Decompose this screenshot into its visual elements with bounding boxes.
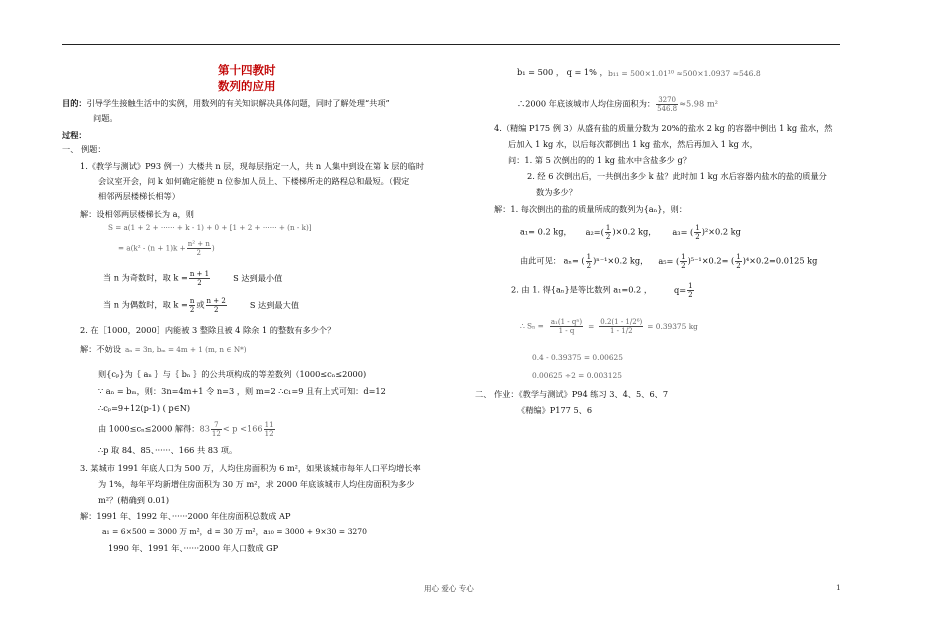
ex4-a1: a₁= 0.2 kg， bbox=[520, 226, 572, 237]
lesson-number: 第十四教时 bbox=[218, 63, 276, 77]
ex4-a2-frac bbox=[605, 224, 611, 241]
homework-line2: 《精编》P177 5、6 bbox=[517, 405, 593, 415]
ex2-line3: 则{cₚ}为｛ aₙ ｝与｛ bₙ ｝的公共项构成的等差数列（1000≤cₙ≤2000) bbox=[98, 369, 367, 379]
ex4-an-tail: )ⁿ⁻¹×0.2 kg， bbox=[593, 255, 649, 266]
frac-num: 1 bbox=[688, 282, 693, 290]
ex1-formula2-frac bbox=[187, 240, 211, 257]
frac-num: 0.2(1 - 1/2⁶) bbox=[600, 318, 643, 326]
even-case-frac2 bbox=[206, 297, 227, 314]
odd-case-frac bbox=[189, 270, 210, 287]
ex2-bound-high: < p <166 bbox=[222, 423, 263, 434]
ex2-line1: 2. 在［1000，2000］内能被 3 整除且被 4 除余 1 的整数有多少个？ bbox=[80, 325, 336, 335]
ex2-line7: ∴p 取 84、85、······、166 共 83 项。 bbox=[98, 445, 238, 455]
goal-text: 引导学生接触生活中的实例，用数列的有关知识解决具体问题，同时了解处理“共项” bbox=[86, 98, 390, 108]
footer-motto: 用心 爱心 专心 bbox=[424, 584, 474, 593]
ex4-a5-tail: )⁴×0.2=0.0125 kg bbox=[742, 255, 818, 266]
frac-den: 2 bbox=[213, 306, 219, 314]
frac-den: 12 bbox=[211, 430, 221, 438]
frac-num: 1 bbox=[736, 253, 741, 261]
ex4-a3-frac bbox=[694, 224, 700, 241]
ex4-a5-frac2 bbox=[735, 253, 741, 270]
ex2-line5: ∴cₚ=9+12(p-1) ( p∈N) bbox=[98, 403, 191, 413]
ex3-line5: a₁ = 6×500 = 3000 万 m²，d = 30 万 m²，a₁₀ = 3000 + 9×30 = 3270 bbox=[102, 527, 367, 536]
frac-den: 2 bbox=[197, 279, 202, 287]
ex4-sum-formula bbox=[520, 318, 698, 335]
ex1-line1: 1.《教学与测试》P93 例一）大楼共 n 层，现每层指定一人，共 n 人集中到设在第 k 层的临时 bbox=[80, 161, 425, 171]
header-rule bbox=[62, 44, 840, 45]
frac-den: 2 bbox=[736, 262, 741, 270]
ex4-an-frac bbox=[586, 253, 592, 270]
ex2-frac-low bbox=[211, 421, 222, 438]
frac-den: 2 bbox=[189, 306, 195, 314]
ex1-line2: 会议室开会，问 k 如何确定能使 n 位参加人员上、下楼梯所走的路程总和最短。（假定 bbox=[98, 176, 410, 186]
frac-num: 11 bbox=[264, 421, 274, 429]
ex4-q-frac bbox=[687, 282, 693, 299]
frac-num: 1 bbox=[681, 253, 686, 261]
ex4-part2 bbox=[511, 282, 695, 299]
frac-num: 1 bbox=[605, 224, 611, 232]
ex4-a3: a₃= ( bbox=[672, 226, 694, 237]
process-label: 过程： bbox=[62, 130, 87, 140]
section-examples: 一、 例题： bbox=[62, 144, 106, 154]
goal-text-cont: 问题。 bbox=[93, 113, 118, 123]
ex3-line3: m²？(精确到 0.01) bbox=[98, 495, 170, 505]
frac-den: 2 bbox=[196, 249, 201, 257]
frac-num: n + 2 bbox=[206, 297, 226, 305]
r-line2-result: ≈5.98 m² bbox=[679, 98, 718, 109]
ex4-sn-result: = 0.39375 kg bbox=[647, 321, 698, 331]
frac-num: 1 bbox=[586, 253, 592, 261]
frac-den: 2 bbox=[681, 262, 686, 270]
ex4-a5-mid: )⁵⁻¹×0.2= ( bbox=[687, 255, 735, 266]
ex4-line4: 2. 经 6 次倒出后，一共倒出多少 k 盐？此时加 1 kg 水后容器内盐水的盐的质量分 bbox=[527, 171, 827, 181]
ex2-let-formula: aₙ = 3n, bₘ = 4m + 1 (m, n ∈ N*) bbox=[124, 345, 247, 354]
frac-num: n² + n bbox=[187, 240, 210, 248]
lesson-title: 数列的应用 bbox=[218, 79, 276, 93]
ex2-line2 bbox=[80, 343, 247, 356]
frac-num: n bbox=[189, 297, 195, 305]
even-case-or: 或 bbox=[196, 299, 205, 310]
ex4-sn-eq: = bbox=[588, 321, 595, 331]
goal-line bbox=[62, 97, 390, 109]
goal-label: 目的： bbox=[62, 98, 87, 108]
ex3-line4: 解：1991 年、1992 年、······2000 年住房面积总数成 AP bbox=[80, 511, 291, 521]
page-number: 1 bbox=[836, 583, 841, 592]
even-case-text: 当 n 为偶数时，取 k = bbox=[103, 299, 188, 310]
ex2-let: 解：不妨设 bbox=[80, 344, 121, 354]
ex4-a-values bbox=[520, 224, 741, 241]
homework-line: 二、 作业：《教学与测试》P94 练习 3、4、5、6、7 bbox=[475, 389, 669, 399]
frac-num: a₁(1 - qⁿ) bbox=[550, 318, 583, 326]
ex2-line6 bbox=[98, 421, 276, 438]
ex4-a5-frac1 bbox=[680, 253, 686, 270]
ex1-formula2 bbox=[118, 240, 215, 257]
ex3-line2: 为 1%，每年平均新增住房面积为 30 万 m²，求 2000 年底该城市人均住房面积为多少 bbox=[98, 479, 415, 489]
r-line1b: b₁₁ = 500×1.01¹⁰ ≈500×1.0937 ≈546.8 bbox=[608, 69, 761, 78]
ex4-sn-frac bbox=[550, 318, 583, 335]
ex3-line1: 3. 某城市 1991 年底人口为 500 万，人均住房面积为 6 m²，如果该城市每年人口平均增长率 bbox=[80, 463, 421, 473]
ex1-formula2-left: = a(k² - (n + 1)k + bbox=[118, 243, 186, 253]
ex4-a3-tail: )²×0.2 kg bbox=[701, 226, 741, 237]
frac-den: 1 - 1/2 bbox=[609, 327, 633, 335]
ex1-formula2-right: ) bbox=[211, 243, 215, 253]
ex4-solution: 解：1. 每次倒出的盐的质量所成的数列为{aₙ}，则： bbox=[494, 204, 688, 214]
frac-num: 3270 bbox=[656, 96, 678, 105]
ex4-a2: a₂=( bbox=[585, 226, 604, 237]
frac-num: 7 bbox=[211, 421, 222, 430]
frac-den: 12 bbox=[264, 430, 274, 438]
ex2-frac-high bbox=[264, 421, 275, 438]
ex4-a5: a₅= ( bbox=[658, 255, 680, 266]
even-case-result: S 达到最大值 bbox=[249, 299, 299, 310]
ex4-sn: ∴ Sₙ = bbox=[520, 321, 544, 331]
ex1-odd-case bbox=[103, 270, 282, 287]
frac-num: 1 bbox=[695, 224, 700, 232]
frac-den: 2 bbox=[605, 233, 611, 241]
frac-den: 2 bbox=[586, 262, 592, 270]
ex4-line3: 问：1. 第 5 次倒出的的 1 kg 盐水中含盐多少 g？ bbox=[508, 155, 691, 165]
ex4-part2-text: 2. 由 1. 得{aₙ}是等比数列 a₁=0.2 ， bbox=[511, 284, 653, 295]
frac-den: 1 - q bbox=[558, 327, 575, 335]
ex4-line1: 4.（精编 P175 例 3）从盛有盐的质量分数为 20%的盐水 2 kg 的容器中倒出 1 kg 盐水，然 bbox=[494, 123, 833, 133]
ex4-general bbox=[520, 253, 817, 270]
ex4-line2: 后加入 1 kg 水，以后每次都倒出 1 kg 盐水，然后再加入 1 kg 水， bbox=[508, 139, 758, 149]
even-case-frac1 bbox=[189, 297, 196, 314]
frac-den: 546.8 bbox=[657, 105, 678, 113]
ex4-q: q= bbox=[674, 284, 687, 295]
frac-den: 2 bbox=[688, 291, 693, 299]
ex1-line3: 相邻两层楼梯长相等） bbox=[98, 191, 180, 201]
odd-case-text: 当 n 为奇数时，取 k = bbox=[103, 272, 188, 283]
ex4-a2-tail: )×0.2 kg， bbox=[612, 226, 657, 237]
ex4-remainder2: 0.00625 ÷2 = 0.003125 bbox=[532, 371, 622, 380]
ex4-line5: 数为多少？ bbox=[536, 187, 577, 197]
ex2-line4: ∵ aₙ = bₘ，则：3n=4m+1 令 n=3 ，则 m=2 ∴c₁=9 且有上式可知：d=12 bbox=[98, 386, 386, 396]
ex2-solve-text: 由 1000≤cₙ≤2000 解得： bbox=[98, 423, 200, 434]
r-line1a: b₁ = 500 ， q = 1% ， bbox=[517, 67, 608, 77]
odd-case-result: S 达到最小值 bbox=[233, 272, 283, 283]
ex1-formula1: S = a(1 + 2 + ······ + k - 1) + 0 + [1 + 2 + ······ + (n - k)] bbox=[108, 223, 312, 232]
ex4-remainder1: 0.4 - 0.39375 = 0.00625 bbox=[532, 353, 623, 362]
r-line2-text: ∴2000 年底该城市人均住房面积为： bbox=[517, 98, 656, 109]
ex1-even-case bbox=[103, 297, 299, 314]
ex3-line6: 1990 年、1991 年、······2000 年人口数成 GP bbox=[108, 543, 279, 553]
frac-den: 2 bbox=[695, 233, 700, 241]
ex1-solution: 解：设相邻两层楼梯长为 a，则 bbox=[80, 209, 194, 219]
ex4-sn-frac2 bbox=[599, 318, 643, 335]
ex2-bound-low: 83 bbox=[199, 423, 210, 434]
frac-num: n + 1 bbox=[189, 270, 210, 278]
r-line2-frac bbox=[656, 96, 678, 113]
r-line2 bbox=[517, 96, 718, 113]
ex4-an: 由此可见： aₙ= ( bbox=[520, 255, 585, 266]
